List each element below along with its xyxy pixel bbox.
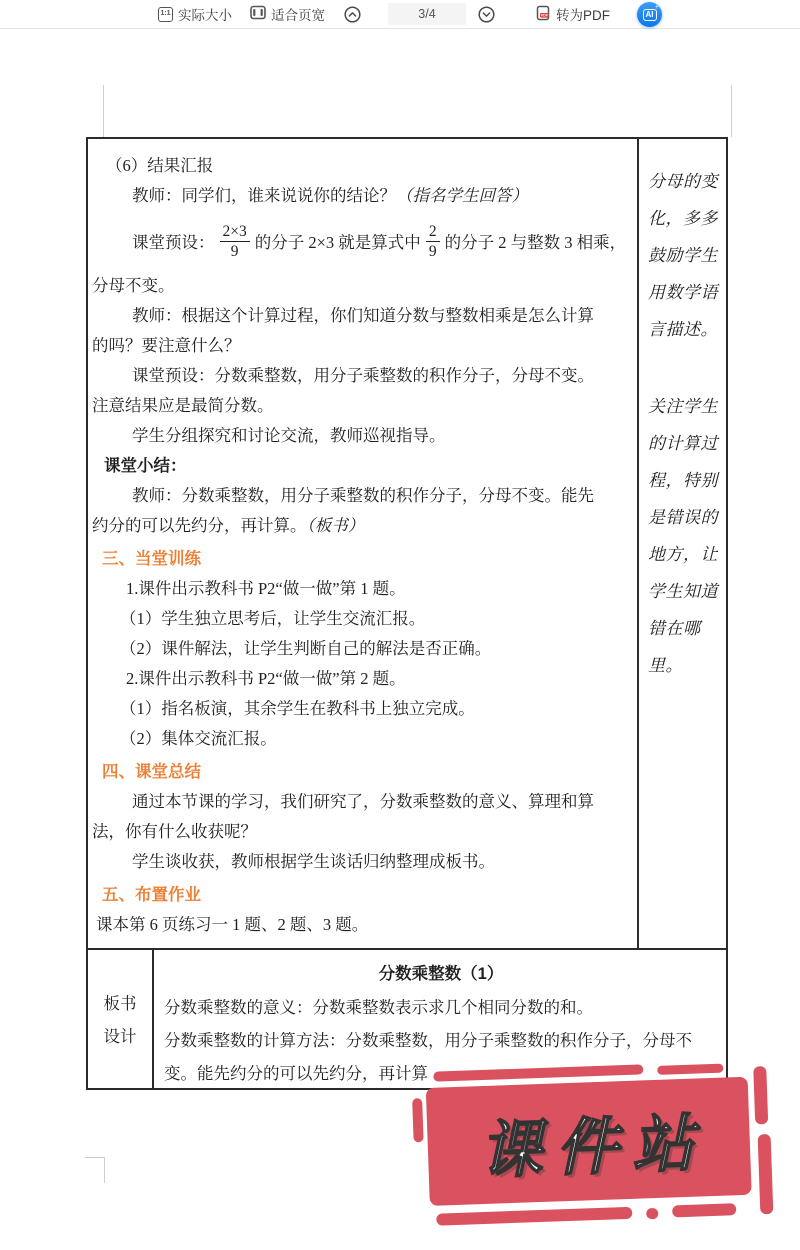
stamp-text: 课件站 bbox=[478, 1108, 710, 1186]
body-line: 分母不变。 bbox=[92, 276, 175, 295]
prev-page-button[interactable] bbox=[344, 0, 361, 28]
stamp-frame-bottom-dot bbox=[646, 1208, 658, 1219]
body-line: （2）集体交流汇报。 bbox=[120, 729, 277, 748]
pdf-file-icon bbox=[535, 5, 551, 24]
svg-text:PDF: PDF bbox=[540, 13, 548, 18]
body-line: 的吗？要注意什么？ bbox=[92, 336, 241, 355]
annotation-note-1: 分母的变化，多多鼓励学生用数学语言描述。 bbox=[648, 172, 718, 339]
stamp-frame-bottom-right bbox=[672, 1203, 736, 1217]
body-line: （1）指名板演，其余学生在教科书上独立完成。 bbox=[120, 699, 475, 718]
chevron-down-icon bbox=[478, 6, 495, 23]
viewer-toolbar bbox=[0, 0, 800, 29]
stamp-frame-left bbox=[412, 1098, 424, 1142]
convert-to-pdf-button[interactable] bbox=[535, 0, 610, 28]
body-line: 2.课件出示教科书 P2“做一做”第 2 题。 bbox=[126, 669, 406, 688]
stamp-frame-top-right bbox=[657, 1064, 723, 1075]
section-result-report: （6）结果汇报 bbox=[106, 156, 214, 175]
note-in-kai: （板书） bbox=[306, 516, 365, 535]
ai-assistant-button[interactable] bbox=[637, 2, 662, 27]
annotation-column bbox=[641, 139, 726, 948]
lesson-summary-heading: 课堂小结： bbox=[104, 456, 187, 475]
heading-homework: 五、布置作业 bbox=[102, 886, 201, 904]
stamp-frame-top-left bbox=[433, 1064, 643, 1081]
fit-width-label: 适合页宽 bbox=[271, 8, 325, 23]
body-line: 学生分组探究和讨论交流，教师巡视指导。 bbox=[132, 426, 446, 445]
ai-sparkle-icon: + bbox=[654, 4, 659, 11]
fraction-sentence: 课堂预设： $\frac{2\times 3}{9}$ 的分子 2×3 就是算式中 $\frac{2}{9}$ 的分子 2 与整数 3 相乘， bbox=[132, 222, 627, 260]
ai-icon: AI bbox=[643, 9, 657, 21]
lesson-main-column bbox=[88, 139, 639, 948]
board-line: 分数乘整数的计算方法：分数乘整数，用分子乘整数的积作分子，分母不 bbox=[164, 1031, 692, 1050]
stamp-frame-right-upper bbox=[753, 1066, 768, 1124]
stamp-body bbox=[426, 1077, 752, 1206]
margin-mark-top-left bbox=[103, 85, 104, 137]
fit-width-icon bbox=[250, 5, 266, 23]
fraction-2-over-9: $\frac{2}{9}$ bbox=[426, 222, 440, 261]
teacher-line: 教师：同学们，谁来说说你的结论？（指名学生回答） bbox=[132, 186, 528, 205]
fit-width-button[interactable] bbox=[250, 0, 325, 28]
heading-in-class-training: 三、当堂训练 bbox=[102, 550, 201, 568]
page-indicator[interactable]: 3/4 bbox=[388, 3, 466, 25]
body-line: 约分的可以先约分，再计算。（板书） bbox=[92, 516, 365, 535]
heading-class-summary: 四、课堂总结 bbox=[102, 763, 201, 781]
one-to-one-icon: 1:1 bbox=[158, 7, 173, 22]
stamp-frame-bottom-left bbox=[436, 1207, 632, 1226]
body-line: 学生谈收获，教师根据学生谈话归纳整理成板书。 bbox=[132, 852, 495, 871]
lesson-plan-table bbox=[86, 137, 728, 1090]
stamp-frame-right-lower bbox=[758, 1134, 774, 1214]
next-page-button[interactable] bbox=[478, 0, 495, 28]
board-line: 分数乘整数的意义：分数乘整数表示求几个相同分数的和。 bbox=[164, 998, 593, 1017]
annotation-note-2: 关注学生的计算过程，特别是错误的地方，让学生知道错在哪里。 bbox=[648, 397, 718, 675]
actual-size-label: 实际大小 bbox=[178, 8, 232, 23]
body-line: 法，你有什么收获呢？ bbox=[92, 822, 257, 841]
chevron-up-icon bbox=[344, 6, 361, 23]
board-title: 分数乘整数（1） bbox=[378, 965, 504, 983]
margin-mark-bottom-h bbox=[85, 1157, 105, 1158]
note-in-kai: （指名学生回答） bbox=[396, 186, 528, 205]
kejianzhan-stamp bbox=[409, 1052, 787, 1247]
body-line: （1）学生独立思考后，让学生交流汇报。 bbox=[120, 609, 426, 628]
body-line: （2）课件解法，让学生判断自己的解法是否正确。 bbox=[120, 639, 492, 658]
actual-size-button[interactable] bbox=[158, 0, 232, 28]
fraction-2x3-over-9: $\frac{2\times 3}{9}$ bbox=[220, 222, 250, 261]
body-line: 教师：根据这个计算过程，你们知道分数与整数相乘是怎么计算 bbox=[132, 306, 594, 325]
body-line: 课堂预设：分数乘整数，用分子乘整数的积作分子，分母不变。 bbox=[132, 366, 594, 385]
body-line: 注意结果应是最简分数。 bbox=[92, 396, 274, 415]
body-line: 1.课件出示教科书 P2“做一做”第 1 题。 bbox=[126, 579, 406, 598]
convert-to-pdf-label: 转为PDF bbox=[556, 8, 610, 23]
margin-mark-top-right bbox=[731, 85, 732, 137]
homework-line: 课本第 6 页练习一 1 题、2 题、3 题。 bbox=[96, 915, 369, 934]
body-line: 通过本节课的学习，我们研究了，分数乘整数的意义、算理和算 bbox=[132, 792, 594, 811]
body-line: 教师：分数乘整数，用分子乘整数的积作分子，分母不变。能先 bbox=[132, 486, 594, 505]
board-design-label: 板书 设计 bbox=[88, 950, 154, 1090]
board-line: 变。能先约分的可以先约分，再计算 bbox=[164, 1064, 428, 1083]
margin-mark-bottom-v bbox=[104, 1157, 105, 1183]
